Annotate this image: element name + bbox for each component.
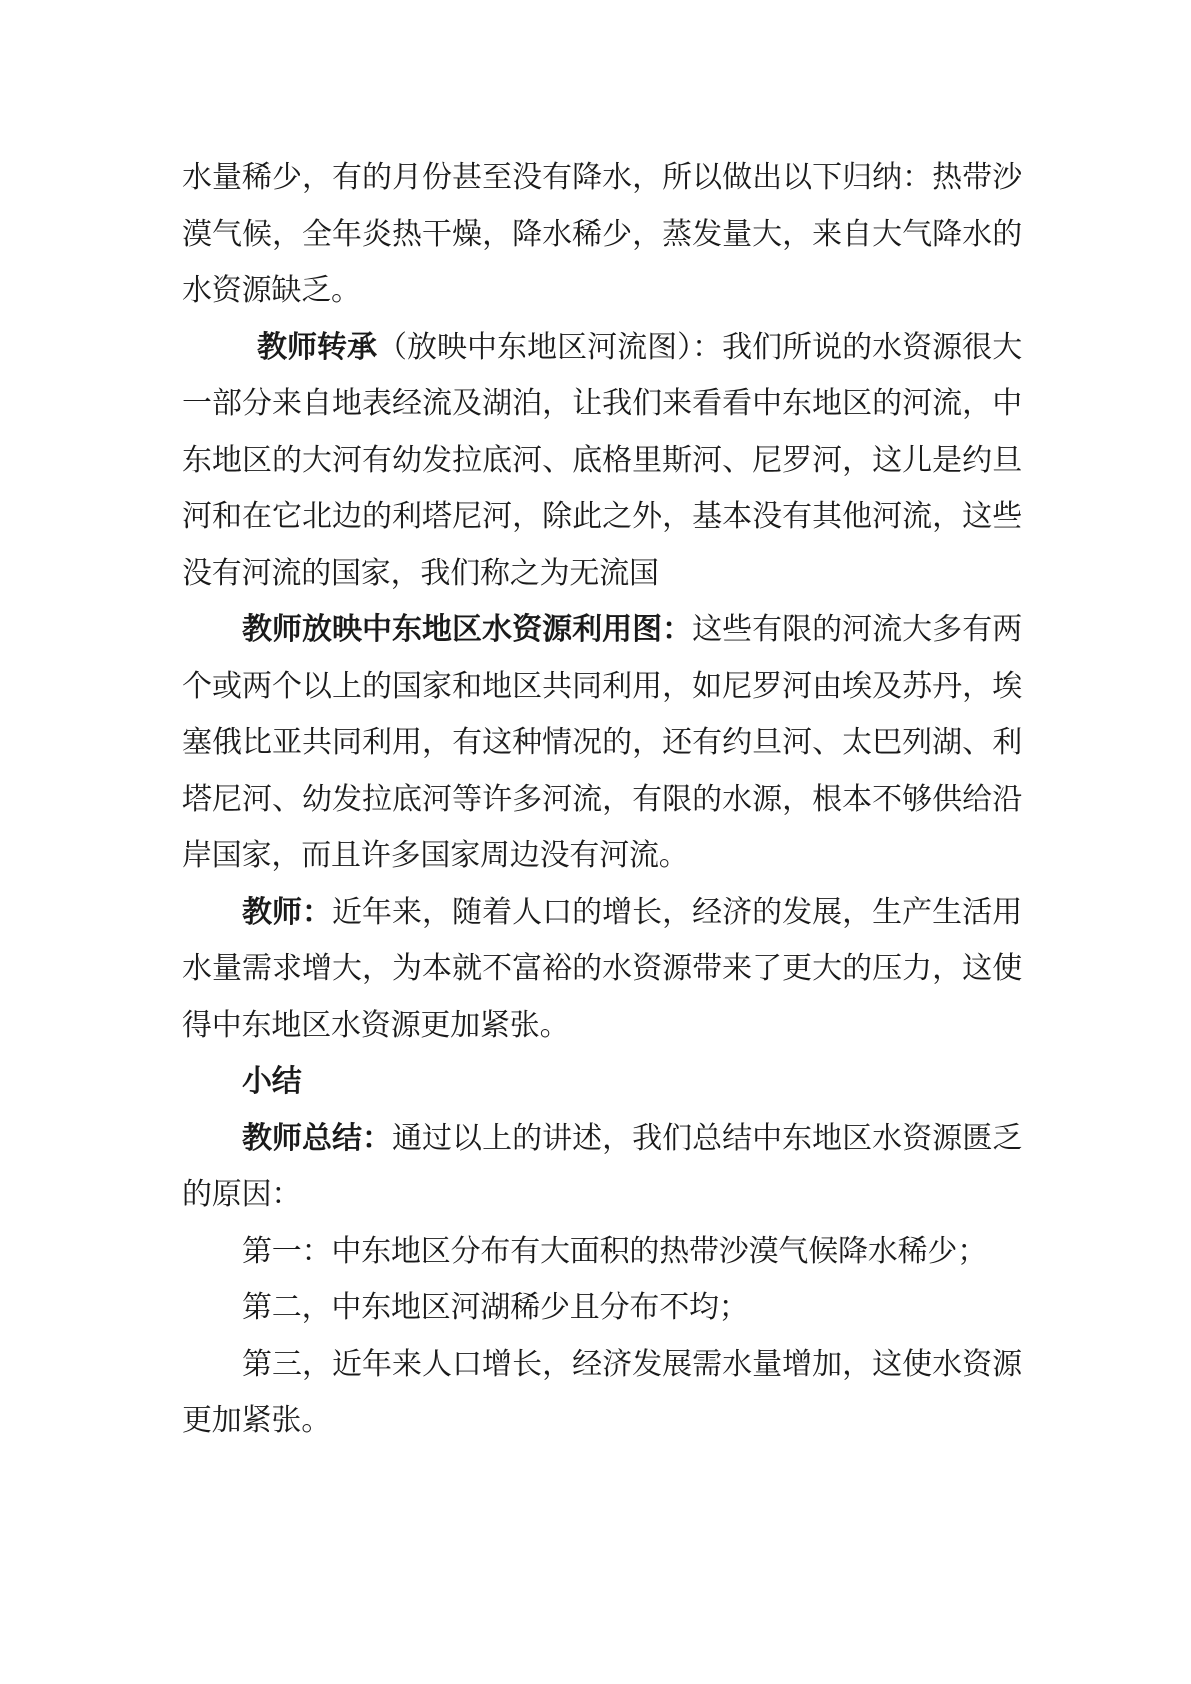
paragraph-teacher-transition bbox=[182, 320, 1022, 603]
paragraph-label: 教师： bbox=[242, 894, 333, 930]
paragraph-label: 教师总结： bbox=[242, 1120, 393, 1156]
paragraph-label: 教师转承 bbox=[257, 329, 378, 365]
paragraph-label: 教师放映中东地区水资源利用图： bbox=[242, 612, 693, 647]
paragraph-text: 第三，近年来人口增长，经济发展需水量增加，这使水资源更加紧张。 bbox=[182, 1346, 1022, 1438]
paragraph-climate-summary bbox=[182, 150, 1022, 320]
heading-text: 小结 bbox=[242, 1064, 302, 1099]
paragraph-text: 这些有限的河流大多有两个或两个以上的国家和地区共同利用，如尼罗河由埃及苏丹，埃塞俄比亚共同利用，有这种情况的，还有约旦河、太巴列湖、利塔尼河、幼发拉底河等许多河流，有限的水源，根本不够供给沿岸国家，而且许多国家周边没有河流。 bbox=[182, 612, 1022, 873]
list-item-reason-2 bbox=[182, 1280, 1022, 1337]
document-body bbox=[182, 150, 1022, 1450]
paragraph-water-use-map bbox=[182, 602, 1022, 885]
paragraph-text: （放映中东地区河流图）：我们所说的水资源很大一部分来自地表经流及湖泊，让我们来看看中东地区的河流，中东地区的大河有幼发拉底河、底格里斯河、尼罗河，这儿是约旦河和在它北边的利塔尼河，除此之外，基本没有其他河流，这些没有河流的国家，我们称之为无流国 bbox=[182, 329, 1022, 591]
paragraph-teacher-population bbox=[182, 885, 1022, 1055]
paragraph-text: 第二，中东地区河湖稀少且分布不均； bbox=[242, 1290, 749, 1325]
section-heading-summary bbox=[182, 1054, 1022, 1111]
list-item-reason-3 bbox=[182, 1337, 1022, 1450]
list-item-reason-1 bbox=[182, 1224, 1022, 1281]
paragraph-teacher-conclusion bbox=[182, 1111, 1022, 1224]
paragraph-text: 第一：中东地区分布有大面积的热带沙漠气候降水稀少； bbox=[242, 1233, 987, 1269]
paragraph-text: 通过以上的讲述，我们总结中东地区水资源匮乏的原因： bbox=[182, 1120, 1022, 1212]
paragraph-text: 水量稀少，有的月份甚至没有降水，所以做出以下归纳：热带沙漠气候，全年炎热干燥，降水稀少，蒸发量大，来自大气降水的水资源缺乏。 bbox=[182, 160, 1022, 308]
paragraph-text: 近年来，随着人口的增长，经济的发展，生产生活用水量需求增大，为本就不富裕的水资源带来了更大的压力，这使得中东地区水资源更加紧张。 bbox=[182, 894, 1022, 1043]
